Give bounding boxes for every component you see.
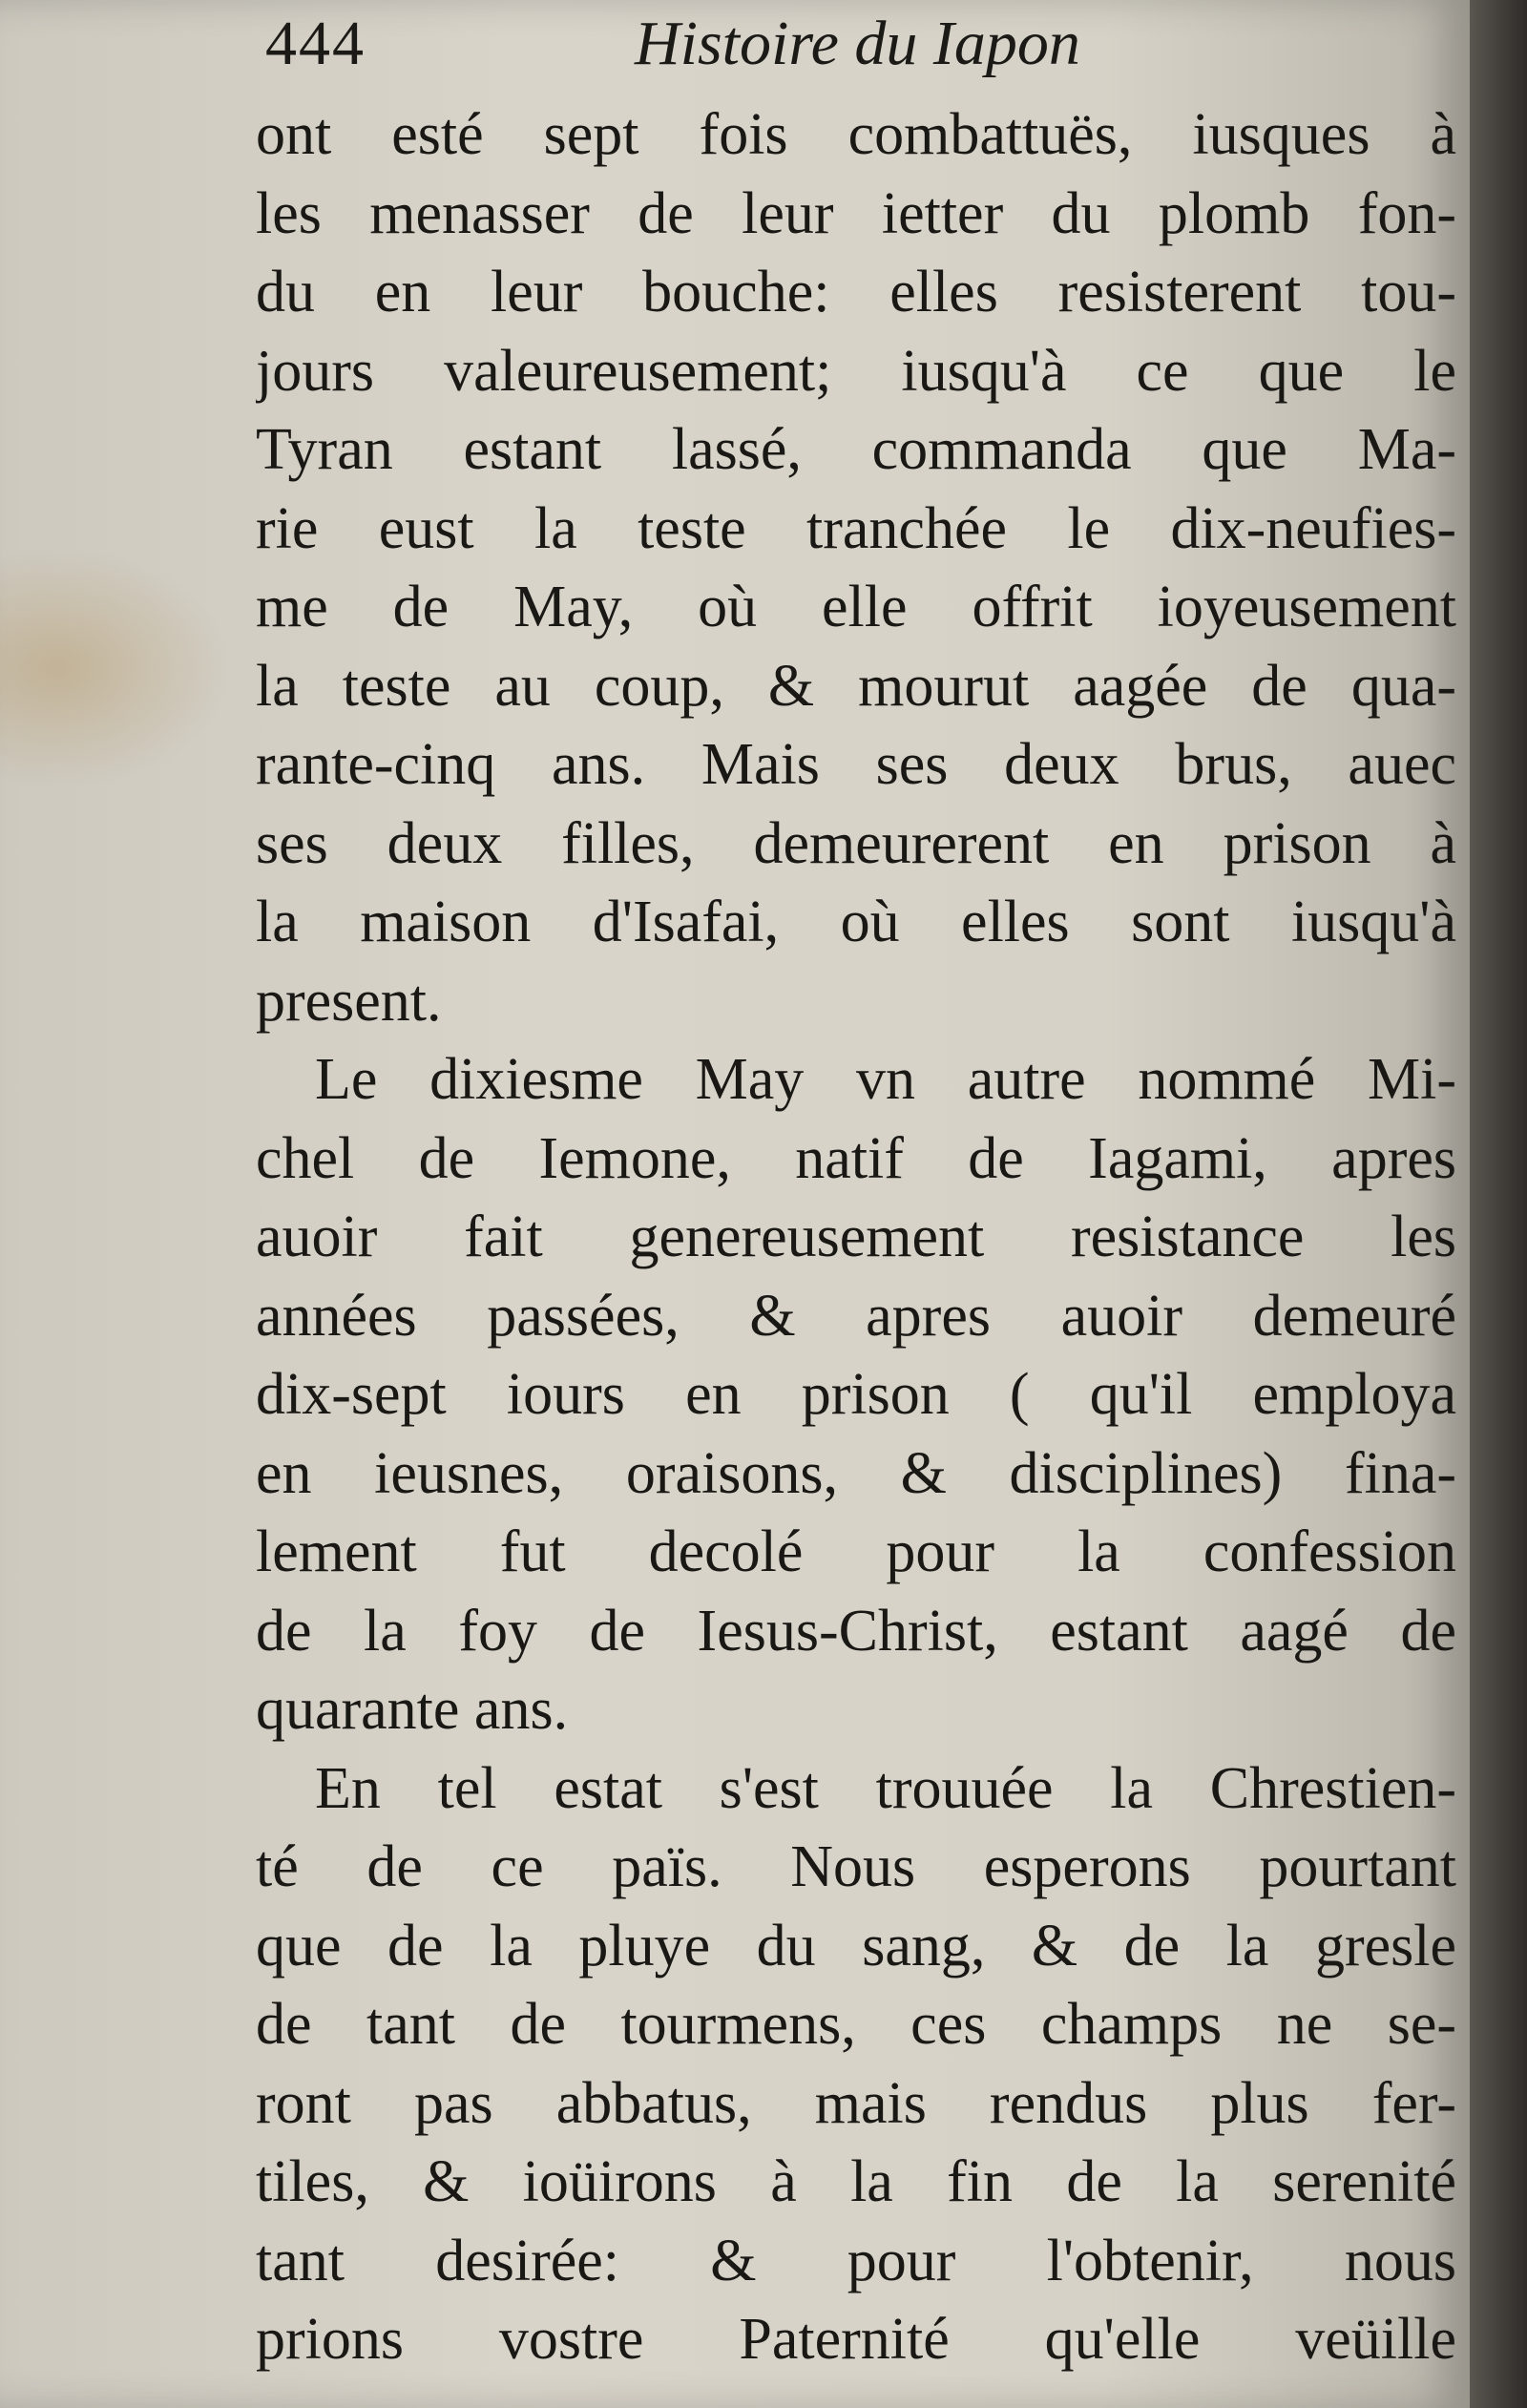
page-number: 444 <box>265 9 366 78</box>
page-header <box>258 8 1479 79</box>
body-text <box>256 95 1456 2379</box>
text-line: lement fut decolé pour la confession <box>256 1519 1456 1584</box>
text-line: de tant de tourmens, ces champs ne se- <box>256 1992 1456 2057</box>
text-line: tant desirée: & pour l'obtenir, nous <box>256 2228 1456 2293</box>
paragraph <box>256 1040 1456 1749</box>
text-line: que de la pluye du sang, & de la gresle <box>256 1913 1456 1979</box>
paragraph <box>256 1749 1456 2379</box>
text-line: Tyran estant lassé, commanda que Ma- <box>256 417 1456 482</box>
text-line: ses deux filles, demeurerent en prison à <box>256 810 1456 876</box>
text-line: quarante ans. <box>256 1677 569 1742</box>
text-line: tiles, & ioüirons à la fin de la serenité <box>256 2149 1456 2214</box>
text-line: années passées, & apres auoir demeuré <box>256 1283 1456 1349</box>
text-line: rante-cinq ans. Mais ses deux brus, auec <box>256 732 1456 797</box>
text-line: en ieusnes, oraisons, & disciplines) fina- <box>256 1440 1456 1506</box>
text-line: present. <box>256 968 442 1034</box>
text-line: jours valeureusement; iusqu'à ce que le <box>256 338 1456 404</box>
text-line: rie eust la teste tranchée le dix-neufies- <box>256 495 1456 561</box>
book-gutter <box>1470 0 1527 2408</box>
text-line: la teste au coup, & mourut aagée de qua- <box>256 653 1456 719</box>
paragraph <box>256 95 1456 1040</box>
text-line: la maison d'Isafai, où elles sont iusqu'à <box>256 890 1456 954</box>
text-line: me de May, où elle offrit ioyeusement <box>256 575 1456 639</box>
text-line: auoir fait genereusement resistance les <box>256 1204 1456 1269</box>
text-line: les menasser de leur ietter du plomb fon- <box>256 180 1456 246</box>
text-line: ront pas abbatus, mais rendus plus fer- <box>256 2070 1456 2136</box>
text-line: chel de Iemone, natif de Iagami, apres <box>256 1125 1456 1191</box>
text-line: prions vostre Paternité qu'elle veüille <box>256 2307 1456 2372</box>
text-line: du en leur bouche: elles resisterent tou- <box>256 260 1456 325</box>
text-line: de la foy de Iesus-Christ, estant aagé de <box>256 1598 1456 1664</box>
text-line: Le dixiesme May vn autre nommé Mi- <box>315 1047 1456 1112</box>
text-line: En tel estat s'est trouuée la Chrestien- <box>315 1755 1456 1821</box>
text-line: ont esté sept fois combattuës, iusques à <box>256 102 1456 167</box>
text-line: té de ce païs. Nous esperons pourtant <box>256 1834 1456 1899</box>
text-line: dix-sept iours en prison ( qu'il employa <box>256 1362 1456 1427</box>
running-title: Histoire du Iapon <box>635 9 1080 78</box>
